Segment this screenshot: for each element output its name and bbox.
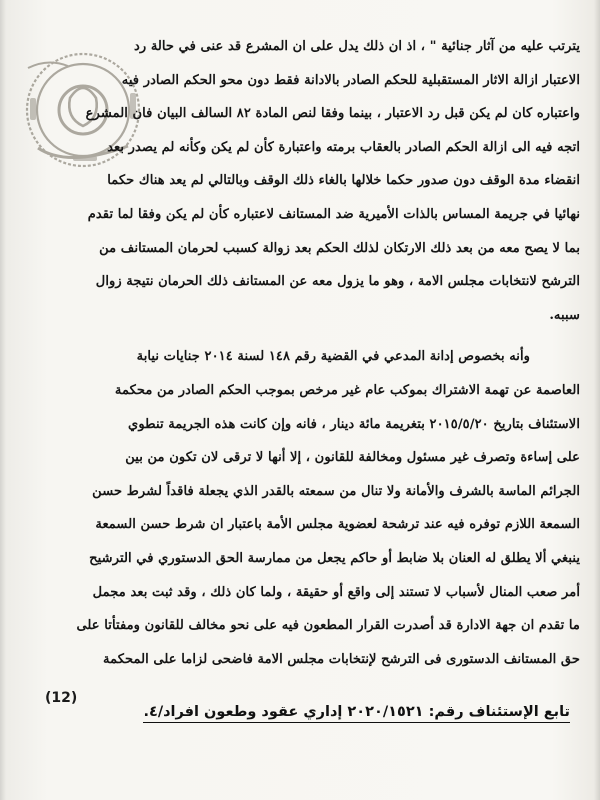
text-line: واعتباره كان لم يكن قبل رد الاعتبار ، بينما وفقا لنص المادة ٨٢ السالف البيان فان المشرع — [85, 106, 580, 122]
text-line: سببه. — [549, 307, 580, 323]
text-line: يترتب عليه من آثار جنائية " ، اذ ان ذلك يدل على ان المشرع قد عنى في حالة رد — [133, 39, 580, 54]
footer-case-reference: تابع الإستئناف رقم: ٢٠٢٠/١٥٢١ إداري عقود وطعون افراد/٤. — [143, 704, 570, 723]
text-line: ينبغي ألا يطلق له العنان بلا ضابط أو حاكم يجعل من ممارسة الحق الدستوري في الترشيح — [89, 550, 580, 566]
text-line: الاستئناف بتاريخ ٢٠١٥/٥/٢٠ بتغريمة مائة دينار ، فانه وإن كانت هذه الجريمة تنطوي — [128, 416, 580, 432]
page-edge-left — [0, 0, 6, 800]
text-line: حق المستانف الدستورى فى الترشح لإنتخابات مجلس الامة فاضحى لزاما على المحكمة — [103, 651, 580, 667]
text-line: وأنه بخصوص إدانة المدعي في القضية رقم ١٤٨ لسنة ٢٠١٤ جنايات نيابة — [136, 349, 530, 365]
text-line: الترشح لانتخابات مجلس الامة ، وهو ما يزول معه عن المستانف ذلك الحرمان نتيجة زوال — [95, 274, 580, 290]
text-line: اتجه فيه الى ازالة الحكم الصادر بالعقاب برمته واعتبارة كأن لم يكن وكأنه لم يصدر بعد — [107, 139, 580, 155]
text-line: بما لا يصح معه من بعد ذلك الارتكان لذلك الحكم بعد زوالة كسبب لحرمان المستانف من — [99, 240, 580, 256]
document-body — [20, 30, 580, 676]
text-line: نهائيا في جريمة المساس بالذات الأميرية ضد المستانف لاعتباره كأن لم يكن وفقا لما تقدم — [87, 206, 580, 222]
text-line: انقضاء مدة الوقف دون صدور حكما خلالها بالغاء ذلك الوقف وبالتالي لم يعد هناك حكما — [107, 173, 580, 189]
page-number: (12) — [45, 690, 78, 706]
text-line: العاصمة عن تهمة الاشتراك بموكب عام غير مرخص بموجب الحكم الصادر من محكمة — [114, 382, 580, 398]
text-line: ما تقدم ان جهة الادارة قد أصدرت القرار المطعون فيه على نحو مخالف للقانون ومفتأتا على — [76, 618, 580, 634]
text-line: أمر صعب المنال لأسباب لا تستند إلى واقع أو حقيقة ، ولما كان ذلك ، وقد ثبت بعد مجمل — [92, 584, 580, 600]
paragraph-1 — [20, 30, 580, 332]
paragraph-2 — [20, 340, 580, 676]
text-line: السمعة اللازم توفره فيه عند ترشحة لعضوية مجلس الأمة باعتبار ان شرط حسن السمعة — [95, 517, 580, 533]
page-edge-right — [594, 0, 600, 800]
text-line: على إساءة وتصرف غير مسئول ومخالفة للقانون ، إلا أنها لا ترقى لان تكون من بين — [125, 450, 580, 466]
text-line: الاعتبار ازالة الاثار المستقبلية للحكم الصادر بالادانة فقط دون محو الحكم الصادر فيه — [121, 72, 580, 88]
text-line: الجرائم الماسة بالشرف والأمانة ولا تنال من سمعته بالقدر الذي يجعلة فاقداً لشرط حسن — [92, 483, 580, 499]
